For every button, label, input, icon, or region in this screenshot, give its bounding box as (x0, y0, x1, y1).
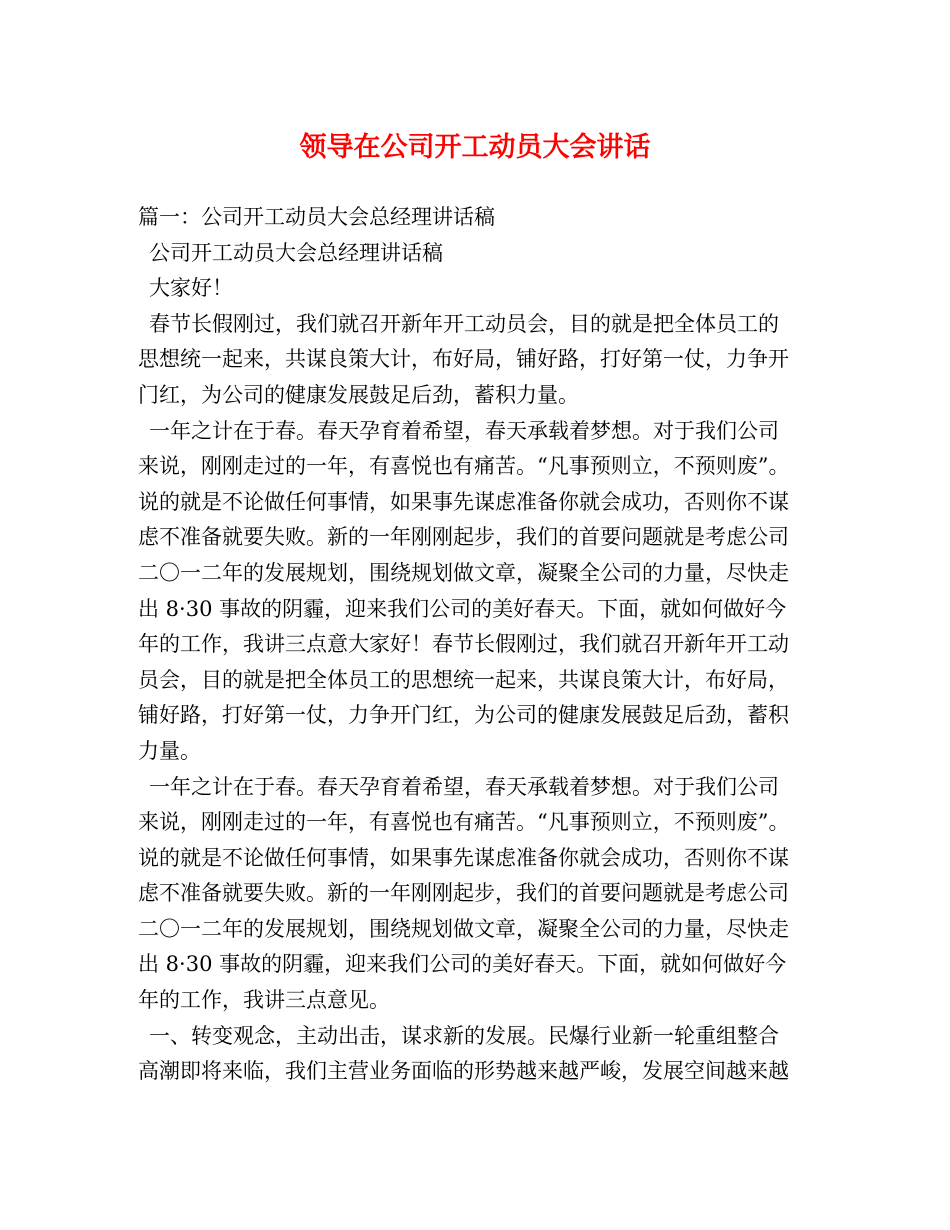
body-line: 一年之计在于春。春天孕育着希望，春天承载着梦想。对于我们公司 (149, 418, 779, 443)
body-line: 高潮即将来临，我们主营业务面临的形势越来越严峻，发展空间越来越 (138, 1059, 789, 1084)
body-line: 二〇一二年的发展规划，围绕规划做文章，凝聚全公司的力量，尽快走 (138, 560, 789, 585)
body-line: 一、转变观念，主动出击，谋求新的发展。民爆行业新一轮重组整合 (149, 1023, 779, 1048)
body-line: 出 8·30 事故的阴霾，迎来我们公司的美好春天。下面，就如何做好今 (138, 596, 787, 621)
body-line: 一年之计在于春。春天孕育着希望，春天承载着梦想。对于我们公司 (149, 774, 779, 799)
body-line: 说的就是不论做任何事情，如果事先谋虑准备你就会成功，否则你不谋 (138, 845, 789, 870)
body-line: 出 8·30 事故的阴霾，迎来我们公司的美好春天。下面，就如何做好今 (138, 952, 787, 977)
body-line: 来说，刚刚走过的一年，有喜悦也有痛苦。“凡事预则立，不预则废”。 (138, 454, 790, 479)
body-line: 虑不准备就要失败。新的一年刚刚起步，我们的首要问题就是考虑公司 (138, 881, 789, 906)
body-line: 年的工作，我讲三点意大家好！春节长假刚过，我们就召开新年开工动 (138, 632, 789, 657)
body-line: 铺好路，打好第一仗，力争开门红，为公司的健康发展鼓足后劲，蓄积 (138, 703, 789, 728)
document-body (138, 200, 814, 1090)
document-title: 领导在公司开工动员大会讲话 (299, 132, 651, 163)
body-line: 门红，为公司的健康发展鼓足后劲，蓄积力量。 (138, 382, 579, 407)
body-line: 大家好！ (149, 276, 233, 301)
body-line: 篇一：公司开工动员大会总经理讲话稿 (138, 205, 495, 229)
body-line: 春节长假刚过，我们就召开新年开工动员会，目的就是把全体员工的 (149, 311, 779, 336)
body-line: 说的就是不论做任何事情，如果事先谋虑准备你就会成功，否则你不谋 (138, 489, 789, 514)
body-line: 来说，刚刚走过的一年，有喜悦也有痛苦。“凡事预则立，不预则废”。 (138, 810, 790, 835)
body-line: 二〇一二年的发展规划，围绕规划做文章，凝聚全公司的力量，尽快走 (138, 916, 789, 941)
body-line: 力量。 (138, 738, 201, 763)
body-line: 思想统一起来，共谋良策大计，布好局，铺好路，打好第一仗，力争开 (138, 347, 789, 372)
body-line: 虑不准备就要失败。新的一年刚刚起步，我们的首要问题就是考虑公司 (138, 525, 789, 550)
body-line: 公司开工动员大会总经理讲话稿 (149, 240, 443, 265)
body-line: 员会，目的就是把全体员工的思想统一起来，共谋良策大计，布好局， (138, 667, 789, 692)
body-line: 年的工作，我讲三点意见。 (138, 988, 390, 1013)
